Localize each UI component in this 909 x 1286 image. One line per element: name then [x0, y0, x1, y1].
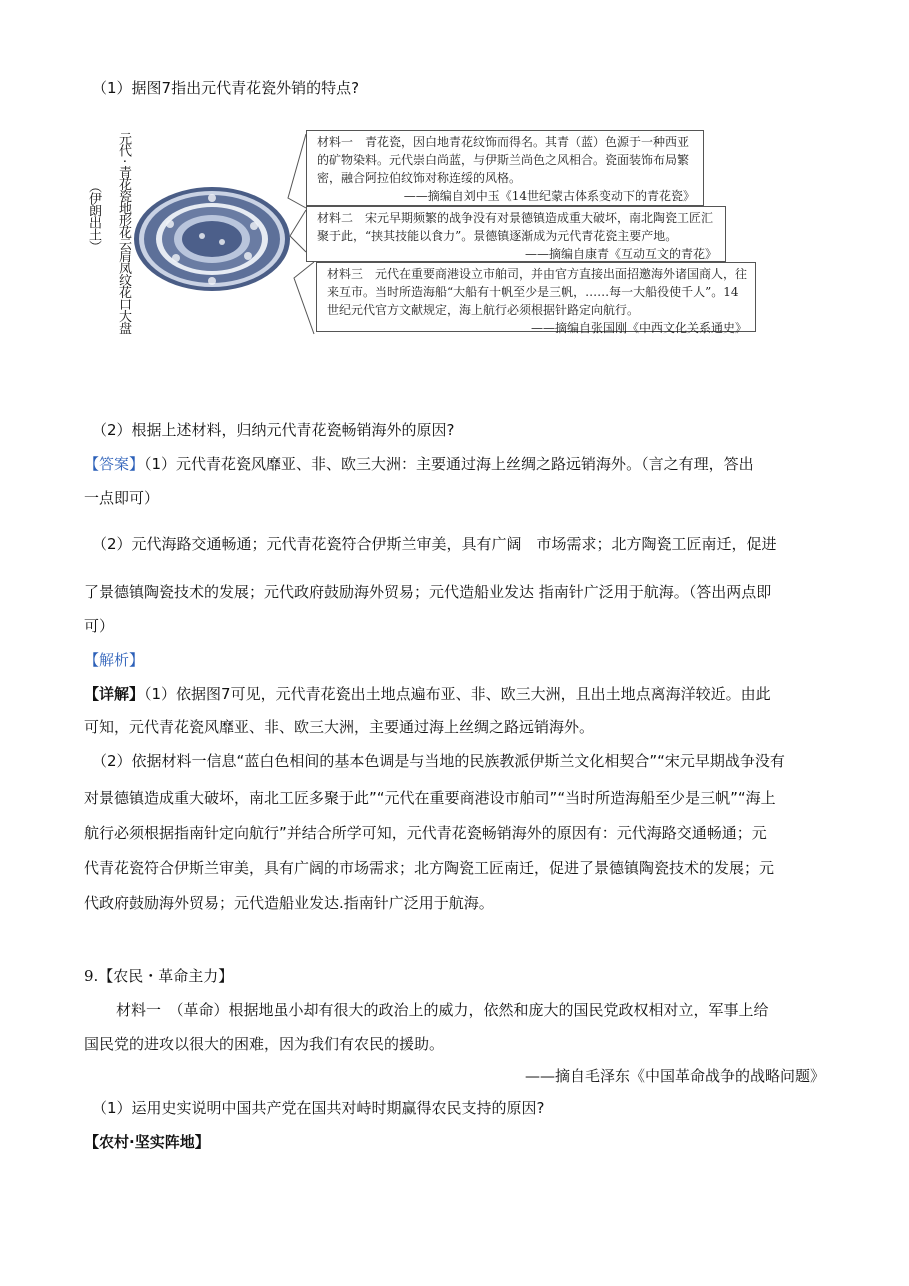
material-box-1	[306, 130, 704, 206]
analysis-line-7: 代政府鼓励海外贸易；元代造船业发达.指南针广泛用于航海。	[84, 894, 494, 912]
material-box-3	[316, 262, 756, 335]
porcelain-plate-image	[132, 184, 292, 294]
answer-line-1	[84, 454, 754, 474]
q9-subquestion-1: （1）运用史实说明中国共产党在国共对峙时期赢得农民支持的原因?	[92, 1099, 545, 1117]
detail-tag: 【详解】	[84, 685, 145, 703]
figure-7	[84, 122, 774, 367]
analysis-line-2: 可知，元代青花瓷风靡亚、非、欧三大洲，主要通过海上丝绸之路远销海外。	[84, 718, 595, 736]
material-2-source: ——摘编自康青《互动互文的青花》	[524, 247, 717, 261]
material-3-text: 材料三 元代在重要商港设立市舶司，并由官方直接出面招邀海外诸国商人，往来互市。当时所造海船“大船有十帆至少是三帆，……每一大船役使千人”。14世纪元代官方文献规定，海上航行必须根据针路定向航行。	[327, 267, 748, 317]
material-1-source: ——摘编自刘中玉《14世纪蒙古体系变动下的青花瓷》	[403, 189, 695, 203]
figure-origin: （伊朗出土）	[86, 180, 101, 252]
answer-line-2: 一点即可）	[84, 489, 160, 507]
answer-line-4: 了景德镇陶瓷技术的发展；元代政府鼓励海外贸易；元代造船业发达 指南针广泛用于航海。（答出两点即	[84, 583, 772, 601]
answer-tag: 【答案】	[84, 455, 145, 473]
question-1: （1）据图7指出元代青花瓷外销的特点?	[92, 79, 360, 97]
q9-material-line-1: 材料一 （革命）根据地虽小却有很大的政治上的威力，依然和庞大的国民党政权相对立，军事上给	[116, 1001, 769, 1019]
analysis-line-5: 航行必须根据指南针定向航行”并结合所学可知，元代青花瓷畅销海外的原因有：元代海路交通畅通；元	[84, 824, 767, 842]
q9-section-heading: 【农村·坚实阵地】	[84, 1133, 210, 1151]
answer-text-1: （1）元代青花瓷风靡亚、非、欧三大洲：主要通过海上丝绸之路远销海外。（言之有理，答出	[144, 455, 754, 473]
material-1-text: 材料一 青花瓷，因白地青花纹饰而得名。其青（蓝）色源于一种西亚的矿物染料。元代崇白尚蓝，与伊斯兰尚色之风相合。瓷面装饰布局繁密，融合阿拉伯纹饰对称连绥的风格。	[317, 135, 690, 185]
material-2-text: 材料二 宋元早期频繁的战争没有对景德镇造成重大破坏，南北陶瓷工匠汇聚于此，“挟其技能以食力”。景德镇逐渐成为元代青花瓷主要产地。	[317, 211, 714, 243]
answer-line-3: （2）元代海路交通畅通；元代青花瓷符合伊斯兰审美，具有广阔 市场需求；北方陶瓷工匠南迁，促进	[92, 535, 777, 553]
question-9-heading: 9.【农民・革命主力】	[84, 967, 234, 985]
analysis-text-1: （1）依据图7可见，元代青花瓷出土地点遍布亚、非、欧三大洲，且出土地点离海洋较近。由此	[144, 685, 771, 703]
q9-material-source: ——摘自毛泽东《中国革命战争的战略问题》	[524, 1067, 825, 1085]
q9-material-line-2: 国民党的进攻以很大的困难，因为我们有农民的援助。	[84, 1035, 445, 1053]
material-box-2	[306, 206, 726, 262]
analysis-tag: 【解析】	[84, 651, 145, 669]
analysis-line-6: 代青花瓷符合伊斯兰审美，具有广阔的市场需求；北方陶瓷工匠南迁，促进了景德镇陶瓷技术的发展；元	[84, 859, 775, 877]
figure-caption: 元代 · 青花瓷地形花云肩凤纹花口大盘	[116, 132, 131, 334]
analysis-line-1	[84, 684, 771, 704]
question-2: （2）根据上述材料，归纳元代青花瓷畅销海外的原因?	[92, 421, 455, 439]
analysis-line-3: （2）依据材料一信息“蓝白色相间的基本色调是与当地的民族教派伊斯兰文化相契合”“宋元早期战争没有	[92, 752, 785, 770]
analysis-line-4: 对景德镇造成重大破坏，南北工匠多聚于此”“元代在重要商港设市舶司”“当时所造海船至少是三帆”“海上	[84, 789, 776, 807]
material-3-source: ——摘编自张国刚《中西文化关系通史》	[530, 321, 747, 335]
answer-line-5: 可）	[84, 617, 115, 635]
